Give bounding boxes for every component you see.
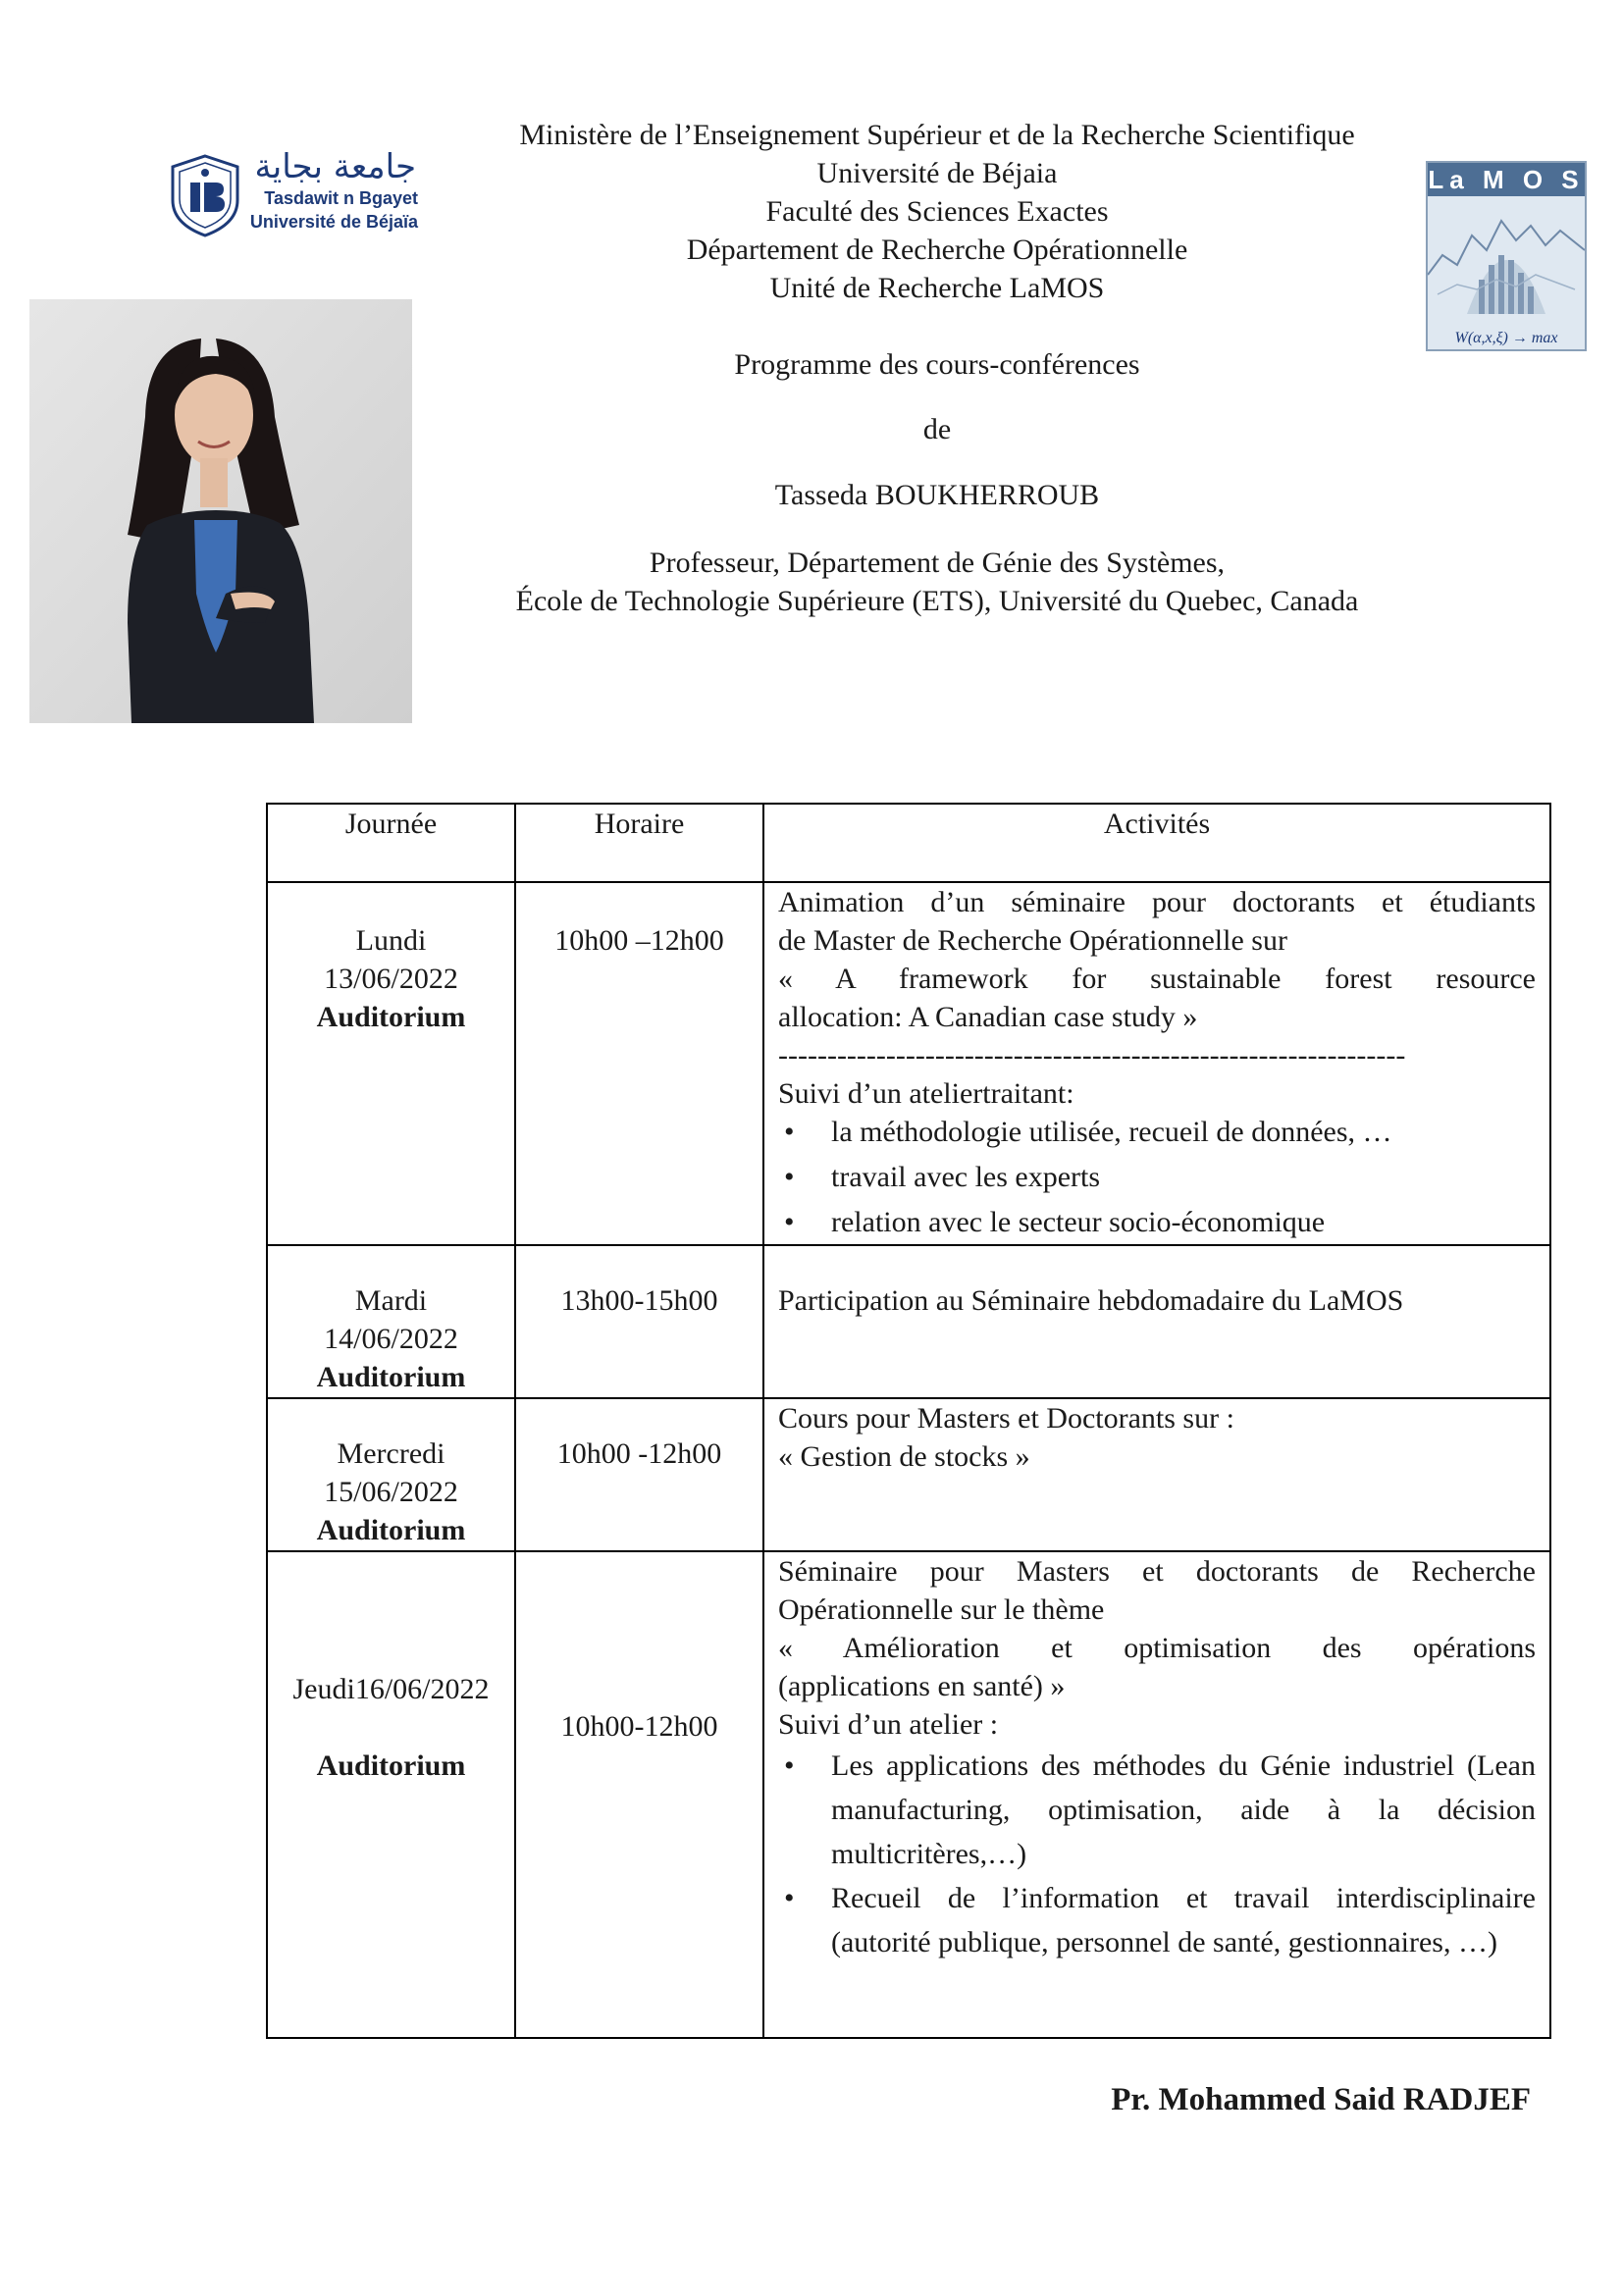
affiliation-line-2: École de Technologie Supérieure (ETS), Université du Quebec, Canada bbox=[515, 585, 1359, 617]
university-name-arabic: جامعة بجاية bbox=[254, 147, 416, 186]
research-unit-line: Unité de Recherche LaMOS bbox=[769, 272, 1105, 304]
university-name-french: Université de Béjaïa bbox=[249, 212, 418, 232]
day-place: Auditorium bbox=[316, 1749, 466, 1782]
day-cell bbox=[267, 1245, 515, 1398]
day-date: Jeudi16/06/2022 bbox=[292, 1673, 490, 1705]
lamos-formula: W(α,x,ξ) → max bbox=[1454, 330, 1558, 346]
table-row bbox=[267, 1245, 1550, 1398]
list-item: • Recueil de l’information et travail interdisciplinaire (autorité publique, personnel de santé, gestionnaires, …) bbox=[778, 1876, 1536, 1964]
time-cell: 10h00 –12h00 bbox=[515, 882, 763, 1245]
schedule-table bbox=[266, 803, 1551, 2039]
list-item: • relation avec le secteur socio-économique bbox=[778, 1203, 1536, 1241]
activity-line: de Master de Recherche Opérationnelle sur bbox=[778, 924, 1287, 957]
workshop-intro: Suivi d’un ateliertraitant: bbox=[778, 1077, 1074, 1110]
table-row bbox=[267, 1398, 1550, 1551]
table-row bbox=[267, 882, 1550, 1245]
day-date: 15/06/2022 bbox=[324, 1476, 458, 1508]
program-title: Programme des cours-conférences bbox=[734, 348, 1140, 381]
university-seal-icon bbox=[169, 153, 241, 237]
list-item: • travail avec les experts bbox=[778, 1158, 1536, 1196]
header-day: Journée bbox=[267, 804, 515, 882]
faculty-line: Faculté des Sciences Exactes bbox=[765, 195, 1109, 228]
activity-cell bbox=[763, 882, 1550, 1245]
list-item: • Les applications des méthodes du Génie industriel (Lean manufacturing, optimisation, aide à la décision multicritères,…) bbox=[778, 1744, 1536, 1876]
time-cell: 13h00-15h00 bbox=[515, 1245, 763, 1398]
activity-line: Cours pour Masters et Doctorants sur : bbox=[778, 1402, 1234, 1435]
day-name: Mardi bbox=[354, 1284, 428, 1317]
activity-line: Séminaire pour Masters et doctorants de Recherche bbox=[778, 1555, 1536, 1588]
day-date: 14/06/2022 bbox=[324, 1323, 458, 1355]
day-place: Auditorium bbox=[316, 1001, 466, 1033]
table-header-row bbox=[267, 804, 1550, 882]
day-name: Lundi bbox=[355, 924, 427, 957]
table-row bbox=[267, 1551, 1550, 2038]
day-cell bbox=[267, 1551, 515, 2038]
ministry-line: Ministère de l’Enseignement Supérieur et de la Recherche Scientifique bbox=[519, 119, 1355, 151]
header-time: Horaire bbox=[515, 804, 763, 882]
affiliation-line-1: Professeur, Département de Génie des Systèmes, bbox=[649, 547, 1226, 579]
activity-line: « A framework for sustainable forest resource bbox=[778, 963, 1536, 995]
activity-line: « Gestion de stocks » bbox=[778, 1440, 1030, 1473]
workshop-intro: Suivi d’un atelier : bbox=[778, 1708, 999, 1741]
speaker-name: Tasseda BOUKHERROUB bbox=[774, 479, 1100, 511]
day-date: 13/06/2022 bbox=[324, 963, 458, 995]
affiliation-block bbox=[451, 544, 1423, 620]
university-logo bbox=[169, 147, 422, 241]
institution-block bbox=[451, 116, 1423, 307]
day-name: Mercredi bbox=[337, 1437, 445, 1470]
workshop-list bbox=[778, 1113, 1536, 1241]
header-activities: Activités bbox=[763, 804, 1550, 882]
university-name-kabyle: Tasdawit n Bgayet bbox=[264, 188, 418, 208]
activity-line: (applications en santé) » bbox=[778, 1670, 1066, 1702]
speaker-photo bbox=[29, 299, 412, 723]
activity-line: Participation au Séminaire hebdomadaire du LaMOS bbox=[778, 1284, 1404, 1317]
activity-cell bbox=[763, 1398, 1550, 1551]
day-cell bbox=[267, 1398, 515, 1551]
day-place: Auditorium bbox=[316, 1514, 466, 1546]
lamos-logo-title: La M O S bbox=[1428, 165, 1585, 194]
program-de: de bbox=[922, 413, 952, 445]
time-cell: 10h00 -12h00 bbox=[515, 1398, 763, 1551]
day-cell bbox=[267, 882, 515, 1245]
activity-line: allocation: A Canadian case study » bbox=[778, 1001, 1198, 1033]
university-line: Université de Béjaia bbox=[816, 157, 1058, 189]
lamos-graph-icon bbox=[1428, 196, 1585, 324]
signature: Pr. Mohammed Said RADJEF bbox=[1111, 2082, 1531, 2117]
activity-line: Animation d’un séminaire pour doctorants et étudiants bbox=[778, 886, 1536, 918]
separator-line: ---------------------------------------------------------------- bbox=[778, 1039, 1406, 1071]
day-place: Auditorium bbox=[316, 1361, 466, 1393]
department-line: Département de Recherche Opérationnelle bbox=[686, 234, 1188, 266]
activity-line: Opérationnelle sur le thème bbox=[778, 1593, 1105, 1626]
workshop-list bbox=[778, 1744, 1536, 1964]
time-cell: 10h00-12h00 bbox=[515, 1551, 763, 2038]
activity-line: « Amélioration et optimisation des opérations bbox=[778, 1632, 1536, 1664]
list-item: • la méthodologie utilisée, recueil de données, … bbox=[778, 1113, 1536, 1151]
activity-cell bbox=[763, 1551, 1550, 2038]
speaker-photo-image bbox=[29, 299, 412, 723]
lamos-logo bbox=[1426, 161, 1587, 351]
activity-cell bbox=[763, 1245, 1550, 1398]
